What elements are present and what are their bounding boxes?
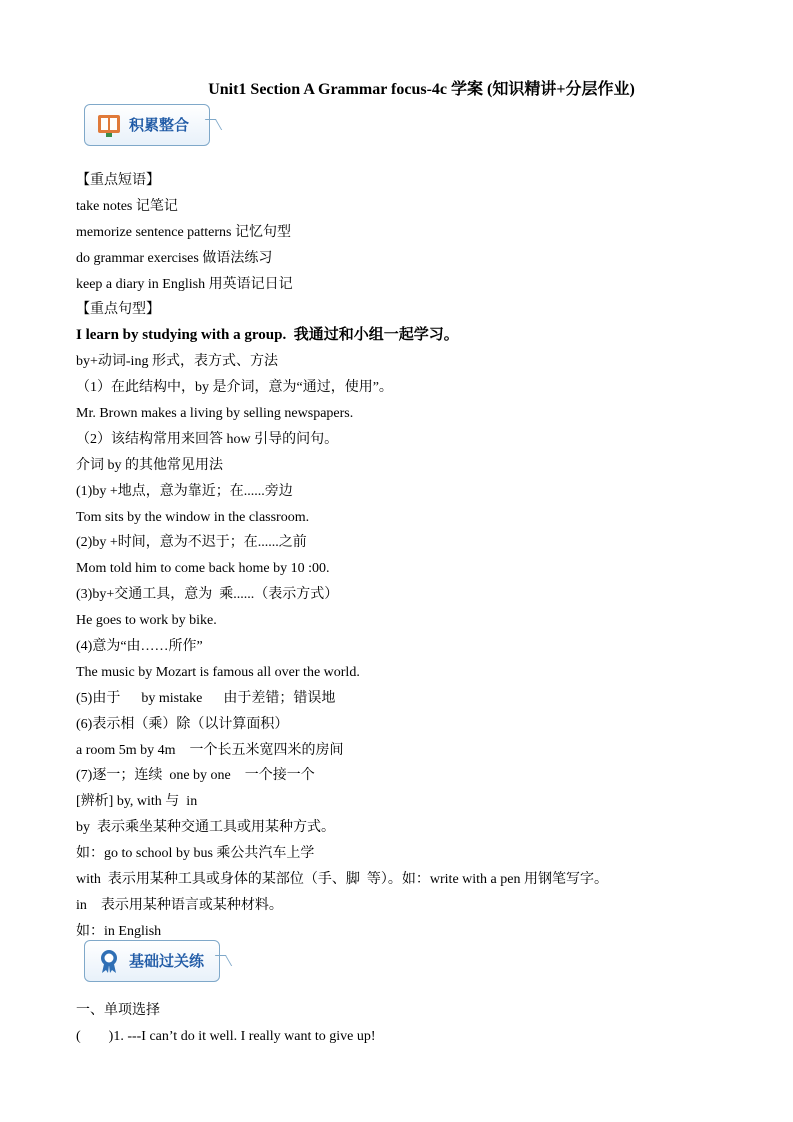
- text-line: by+动词-ing 形式，表方式、方法: [76, 354, 278, 370]
- text-line: memorize sentence patterns 记忆句型: [76, 224, 291, 240]
- question-1: ( )1. ---I can’t do it well. I really want to give up!: [76, 1029, 376, 1044]
- text-line: (1)by +地点，意为靠近；在......旁边: [76, 483, 293, 499]
- text-line: (7)逐一；连续 one by one 一个接一个: [76, 768, 315, 784]
- section-banner-accumulate: [84, 104, 210, 146]
- text-line: in 表示用某种语言或某种材料。: [76, 897, 283, 913]
- banner-label: 基础过关练: [129, 952, 205, 970]
- text-line: take notes 记笔记: [76, 198, 178, 214]
- text-line: 如：go to school by bus 乘公共汽车上学: [76, 846, 315, 862]
- banner-label: 积累整合: [129, 116, 190, 134]
- text-line: (2)by +时间，意为不迟于；在......之前: [76, 535, 307, 551]
- text-line: Tom sits by the window in the classroom.: [76, 509, 310, 525]
- book-icon: [95, 111, 123, 139]
- text-line: do grammar exercises 做语法练习: [76, 250, 273, 266]
- text-line: （2）该结构常用来回答 how 引导的问句。: [76, 431, 339, 447]
- text-line: 介词 by 的其他常见用法: [76, 457, 223, 473]
- text-line: (4)意为“由……所作”: [76, 639, 203, 655]
- text-line: He goes to work by bike.: [76, 613, 217, 629]
- text-line: (5)由于 by mistake 由于差错；错误地: [76, 690, 336, 706]
- medal-icon: [95, 947, 123, 975]
- text-line: (6)表示相（乘）除（以计算面积）: [76, 716, 289, 732]
- text-line: (3)by+交通工具，意为 乘......（表示方式）: [76, 587, 339, 603]
- text-line: Mr. Brown makes a living by selling newspapers.: [76, 406, 354, 422]
- text-line: a room 5m by 4m 一个长五米宽四米的房间: [76, 742, 344, 758]
- page-title: Unit1 Section A Grammar focus-4c 学案 (知识精讲+分层作业): [208, 81, 635, 98]
- section-heading: 一、单项选择: [76, 1003, 160, 1018]
- text-line: 【重点短语】: [76, 173, 160, 188]
- text-line: keep a diary in English 用英语记日记: [76, 276, 293, 292]
- text-line: 如：in English: [76, 923, 162, 939]
- text-line: 【重点句型】: [76, 302, 160, 318]
- text-line: by 表示乘坐某种交通工具或用某种方式。: [76, 820, 335, 836]
- key-sentence: I learn by studying with a group. 我通过和小组一起学习。: [76, 327, 459, 344]
- text-line: with 表示用某种工具或身体的某部位（手、脚 等）。如：write with a pen 用钢笔写字。: [76, 872, 608, 888]
- content-body: [76, 168, 736, 945]
- text-line: Mom told him to come back home by 10 :00.: [76, 561, 330, 577]
- text-line: [辨析] by, with 与 in: [76, 794, 198, 810]
- section-banner-basic-practice: [84, 940, 220, 982]
- text-line: The music by Mozart is famous all over the world.: [76, 664, 360, 680]
- text-line: （1）在此结构中，by 是介词，意为“通过，使用”。: [76, 380, 393, 396]
